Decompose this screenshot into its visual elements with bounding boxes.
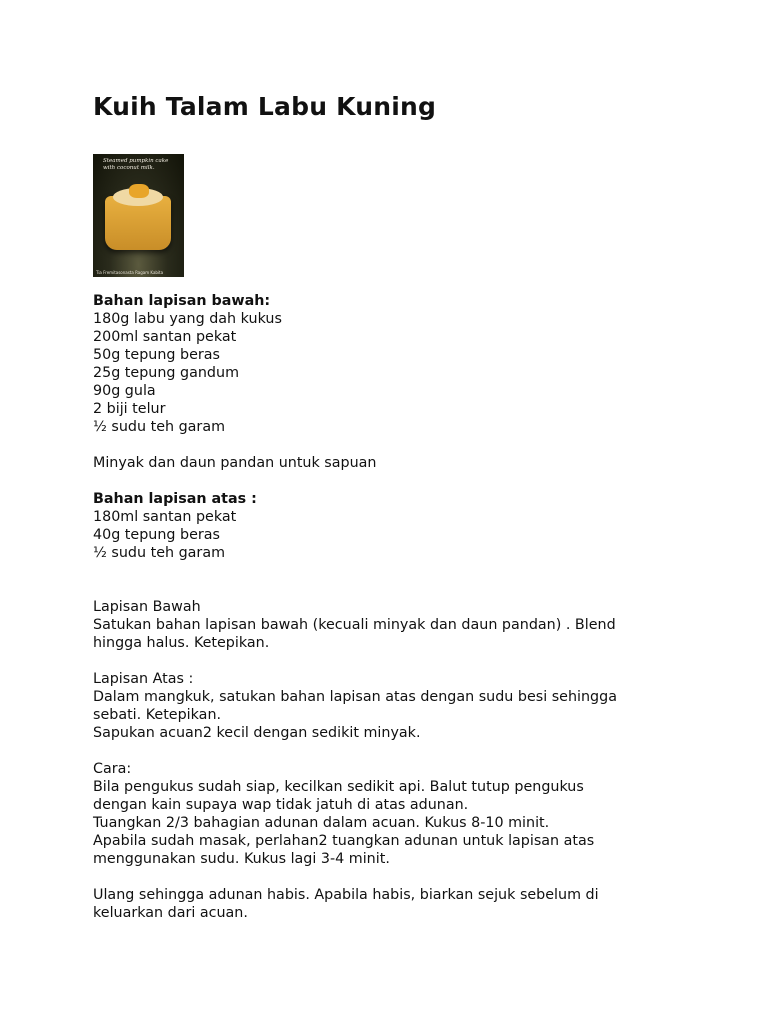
- closing-line: Ulang sehingga adunan habis. Apabila habis, biarkan sejuk sebelum di: [93, 887, 599, 903]
- closing-line: keluarkan dari acuan.: [93, 905, 248, 921]
- method-line: hingga halus. Ketepikan.: [93, 635, 270, 651]
- cake-photo: [93, 154, 184, 277]
- method-lower-heading: Lapisan Bawah: [93, 599, 201, 615]
- method-line: menggunakan sudu. Kukus lagi 3-4 minit.: [93, 851, 390, 867]
- method-steps-heading: Cara:: [93, 761, 132, 777]
- upper-layer-heading: Bahan lapisan atas :: [93, 491, 257, 507]
- method-line: sebati. Ketepikan.: [93, 707, 222, 723]
- ingredient-item: 90g gula: [93, 383, 156, 399]
- method-line: dengan kain supaya wap tidak jatuh di atas adunan.: [93, 797, 469, 813]
- method-line: Sapukan acuan2 kecil dengan sedikit minyak.: [93, 725, 421, 741]
- ingredient-item: 2 biji telur: [93, 401, 166, 417]
- method-upper-heading: Lapisan Atas :: [93, 671, 194, 687]
- ingredient-item: ½ sudu teh garam: [93, 419, 226, 435]
- method-line: Satukan bahan lapisan bawah (kecuali minyak dan daun pandan) . Blend: [93, 617, 616, 633]
- ingredient-item: ½ sudu teh garam: [93, 545, 226, 561]
- method-line: Apabila sudah masak, perlahan2 tuangkan adunan untuk lapisan atas: [93, 833, 595, 849]
- ingredient-item: 50g tepung beras: [93, 347, 220, 363]
- document-page: [93, 88, 693, 921]
- ingredient-item: 180ml santan pekat: [93, 509, 237, 525]
- ingredient-item: 200ml santan pekat: [93, 329, 237, 345]
- recipe-body: [93, 292, 693, 922]
- method-line: Tuangkan 2/3 bahagian adunan dalam acuan. Kukus 8-10 minit.: [93, 815, 550, 831]
- ingredient-item: 40g tepung beras: [93, 527, 220, 543]
- photo-credit: Tia Fremitasonasta Ragam Kabita: [96, 270, 164, 275]
- method-line: Bila pengukus sudah siap, kecilkan sedikit api. Balut tutup pengukus: [93, 779, 584, 795]
- greasing-note: Minyak dan daun pandan untuk sapuan: [93, 455, 377, 471]
- flower-decoration: [129, 184, 149, 198]
- page-title: Kuih Talam Labu Kuning: [93, 92, 437, 121]
- lower-layer-heading: Bahan lapisan bawah:: [93, 293, 271, 309]
- ingredient-item: 25g tepung gandum: [93, 365, 239, 381]
- method-line: Dalam mangkuk, satukan bahan lapisan atas dengan sudu besi sehingga: [93, 689, 617, 705]
- ingredient-item: 180g labu yang dah kukus: [93, 311, 282, 327]
- photo-caption: Steamed pumpkin cake with coconut milk.: [103, 158, 169, 171]
